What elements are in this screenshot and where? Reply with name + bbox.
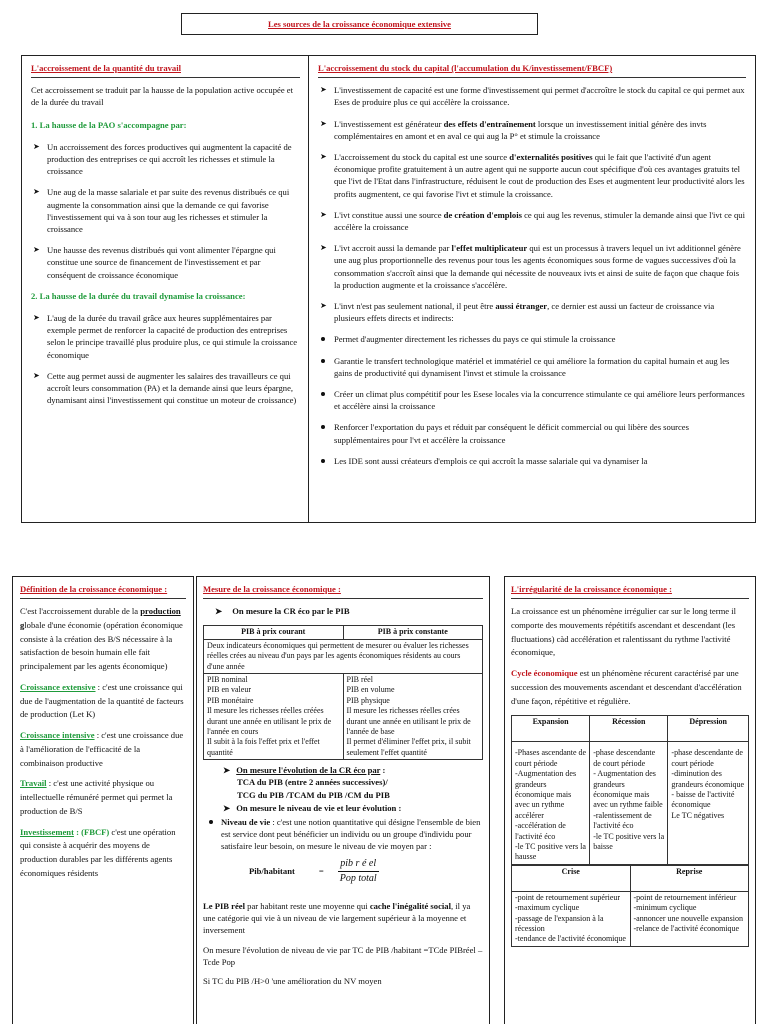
labour-term: Travail [20, 778, 47, 789]
definition-heading: Définition de la croissance économique : [20, 584, 168, 594]
table-cell-line: PIB en volume [346, 685, 395, 695]
list-item-text: Une hausse des revenus distribués qui vont alimenter l'épargne qui constitue une source de financement de l'investissement et par conséquent de croissance économique [47, 245, 276, 280]
list-item [31, 370, 300, 407]
living-standard-term: Niveau de vie [221, 816, 271, 827]
list-item-text-end: lorsque un investissement initial génère des invts complémentaires en amont et en aval ce qui aug la P° et stimule la croissance [334, 118, 707, 141]
list-item-emphasis: l'effet multiplicateur [451, 243, 528, 254]
table-cell-line: PIB en valeur [207, 685, 251, 695]
list-item [318, 455, 746, 467]
extensive-term: Croissance extensive [20, 681, 96, 692]
list-item-text: L'accroissement du stock du capital est une source [334, 152, 510, 163]
formula-numerator: pib r é el [338, 857, 379, 872]
cycle-cell-expansion: -Phases ascendante de court période -Augmentation des grandeurs économique mais avec un rythme accélérer -accélération de l'activité éco -le TC positive vers la hausse [512, 742, 590, 864]
evolution-paragraph: On mesure l'évolution de niveau de vie par TC de PIB /habitant =TCde PIBréel – Tcde Pop [203, 944, 483, 967]
pib-table-header-constant: PIB à prix constante [343, 626, 483, 639]
irregularity-panel [504, 576, 756, 1024]
pib-table-header-current: PIB à prix courant [204, 626, 344, 639]
table-cell-line: Il mesure les richesses réelles créées durant une année en utilisant le prix de l'année en cours [207, 706, 332, 736]
evolution-note: Si TC du PIB /H>0 'une amélioration du NV moyen [203, 975, 382, 986]
cycle-cell-depression: -phase descendante de court période -diminution des grandeurs économique - baisse de l'activité économique Le TC négatives [668, 742, 749, 864]
tcg-line: TCG du PIB /TCAM du PIB /CM du PIB [237, 789, 390, 800]
formula-equals: = [318, 866, 324, 877]
cycle-term: Cycle économique [511, 668, 578, 679]
investment-abbr: : (FBCF) [73, 826, 110, 837]
measure-sub-3 [223, 802, 483, 814]
list-item [318, 355, 746, 379]
pib-real-text-2: , il ya une catégorie qui vie à un niveau de vie largement supérieur à la moyenne et inversement [203, 900, 471, 936]
table-cell-line: PIB nominal [207, 674, 248, 684]
irregularity-paragraph: La croissance est un phénomène irrégulier car sur le long terme il comporte des mouvements répétitifs ascendant et descendant (les fluctuations) càd accélération et ralentissant du rythme l'activité économique, [511, 606, 737, 658]
list-item-text-end: qui est un processus à travers lequel un ivt additionnel génère une aug plus proportionnelle des revenus pour tous les agents économiques sous forme de vagues successives d'où la consommation s'accroît ainsi que la demande qui nécessite de nouveaux ivts et ainsi de suite de façon que chaque fois la production augmente et la croissance s'accélère. [334, 243, 741, 290]
list-item [31, 186, 300, 235]
bullet-icon [321, 359, 325, 363]
list-item-text-end: ce qui aug les revenus, stimuler la demande ainsi que l'ivt ce qui accélère la croissance [334, 209, 745, 233]
extensive-text: : c'est une croissance qui due de l'augmentation de la quantité de facteurs de production (Let K) [20, 681, 184, 720]
formula [249, 857, 483, 886]
table-cell-line: PIB réel [346, 674, 373, 684]
formula-denominator: Pop total [339, 872, 377, 884]
arrow-icon: ➤ [320, 301, 327, 311]
labour-definition [20, 777, 186, 818]
table-cell-line: Il permet d'éliminer l'effet prix, il subit seulement l'effet quantité [346, 737, 471, 757]
turning-cell-recovery: -point de retournement inférieur -minimum cyclique -annoncer une nouvelle expansion -relance de l'activité économique [630, 891, 749, 946]
labour-panel [21, 55, 310, 523]
investment-term: Investissement [20, 826, 74, 837]
measure-sub-1 [215, 605, 483, 617]
bullet-icon [321, 425, 325, 429]
list-item-emphasis: de création d'emplois [443, 209, 522, 220]
bullet-icon [321, 459, 325, 463]
cycle-head-depression: Dépression [668, 716, 749, 742]
labour-subheading-2: 2. La hausse de la durée du travail dynamise la croissance: [31, 290, 246, 301]
list-item [31, 312, 300, 361]
living-standard-item [203, 816, 483, 853]
cycle-paragraph [511, 667, 749, 708]
arrow-icon: ➤ [33, 313, 40, 323]
measure-sub-2-colon: : [380, 765, 386, 776]
investment-definition [20, 826, 186, 881]
arrow-icon: ➤ [320, 243, 327, 253]
list-item [318, 209, 746, 233]
extensive-definition [20, 681, 186, 722]
cycle-text: est un phénomène récurent caractérisé par une succession des mouvements ascendant et descendant d'accélération d'une façon, répétitive et régulière. [511, 668, 742, 706]
formula-lhs: Pib/habitant [249, 866, 295, 877]
table-cell-line: Il mesure les richesses réelles crées durant une année en utilisant le prix de l'année de base [346, 706, 471, 736]
table-cell-line: PIB physique [346, 695, 390, 705]
pib-table-span-cell: Deux indicateurs économiques qui permettent de mesurer ou évaluer les richesses réelles crées au niveau d'un pays par les agents économiques résidents au cours d'une année [204, 639, 483, 673]
list-item-text: L'ivt constitue aussi une source [334, 209, 444, 220]
definition-paragraph [20, 605, 186, 674]
arrow-icon: ➤ [33, 141, 40, 151]
definition-text-a: C'est l'accroissement durable de la [20, 606, 141, 617]
arrow-icon: ➤ [223, 765, 231, 776]
list-item-text: L'aug de la durée du travail grâce aux heures supplémentaires par exemple permet de renforcer la capacité de production des entreprises selon le principe travaillé plus produire plus, ce qui stimule la croissance économique [47, 313, 298, 360]
pib-real-term: Le PIB réel [203, 900, 245, 911]
pib-real-paragraph [203, 900, 483, 937]
list-item-emphasis: d'externalités positives [509, 152, 593, 163]
capital-dot-list [318, 333, 746, 467]
list-item [31, 141, 300, 178]
measure-sub-3-colon: : [396, 802, 402, 813]
list-item-text: L'invt n'est pas seulement national, il peut être [334, 301, 496, 312]
cycle-phase-table [511, 715, 749, 864]
list-item-text-end: , ce dernier est aussi un facteur de croissance via plusieurs effets directs et indirects: [334, 301, 715, 324]
list-item-text: Les IDE sont aussi créateurs d'emplois ce qui accroît la masse salariale qui va dynamiser la [334, 455, 648, 466]
list-item-text: Renforcer l'exportation du pays et réduit par conséquent le déficit commercial ou qui libère des sources supplémentaires pour l'vt et accélère la croissance [334, 422, 689, 445]
list-item-emphasis: des effets d'entraînement [443, 118, 536, 129]
cycle-head-expansion: Expansion [512, 716, 590, 742]
arrow-icon: ➤ [320, 85, 327, 95]
list-item-text: L'investissement de capacité est une forme d'investissement qui permet d'accroître le stock du capital ce qui permet aux Eses de produire plus ce qui accélère la croissance. [334, 85, 745, 108]
bullet-icon [321, 337, 325, 341]
list-item-text: Cette aug permet aussi de augmenter les salaires des travailleurs ce qui accroît leurs consommation (PA) et la demande ainsi que leurs épargne, dynamisant ainsi l'investissement qui constitue un moteur de croissance) [47, 370, 297, 406]
tca-line: TCA du PIB (entre 2 années successives)/ [237, 777, 388, 788]
pib-table [203, 625, 483, 760]
table-cell-line: PIB monétaire [207, 695, 254, 705]
labour-intro: Cet accroissement se traduit par la hausse de la population active occupée et de la durée du travail [31, 85, 294, 108]
bullet-icon [209, 820, 213, 824]
turning-point-table [511, 865, 749, 947]
definition-panel [12, 576, 194, 1024]
list-item-text: L'investissement est générateur [334, 118, 444, 129]
arrow-icon: ➤ [33, 370, 40, 380]
list-item-text: Créer un climat plus compétitif pour les Esese locales via la concurrence stimulante ce qui améliore leurs performances et accélère ainsi la croissance [334, 389, 745, 412]
arrow-icon: ➤ [320, 209, 327, 219]
list-item [318, 151, 746, 200]
divider [203, 598, 483, 599]
list-item-text: Une aug de la masse salariale et par suite des revenus distribués ce qui augmente la consommation ainsi que la demande ce qui favorise l'investissement qui va à son tour aug les richesses et stimuler la croissance [47, 187, 290, 235]
measure-heading: Mesure de la croissance économique : [203, 584, 341, 594]
arrow-icon: ➤ [320, 118, 327, 128]
measure-sub-3-text: On mesure le niveau de vie et leur évolution [236, 802, 397, 813]
table-cell-line: Il subit à la fois l'effet prix et l'effet quantité [207, 737, 320, 757]
labour-text: : c'est une activité physique ou intellectuelle rémunéré permet qui permet la production de B/S [20, 778, 173, 816]
intensive-term: Croissance intensive [20, 730, 95, 741]
page-title: Les sources de la croissance économique extensive [268, 19, 451, 29]
list-item [318, 84, 746, 108]
intensive-definition [20, 729, 186, 770]
labour-heading: L'accroissement de la quantité du travail [31, 63, 181, 73]
turning-cell-crisis: -point de retournement supérieur -maximum cyclique -passage de l'expansion à la récession -tendance de l'activité économique [512, 891, 631, 946]
labour-bullets-2 [31, 312, 300, 406]
list-item [318, 388, 746, 412]
cycle-head-recession: Récession [590, 716, 668, 742]
list-item [31, 244, 300, 281]
arrow-icon: ➤ [215, 606, 223, 617]
measure-panel [196, 576, 490, 1024]
cycle-cell-recession: -phase descendante de court période - Augmentation des grandeurs économique mais avec un rythme faible -ralentissement de l'activité éco -le TC positive vers la baisse [590, 742, 668, 864]
list-item [318, 333, 746, 345]
divider [31, 77, 300, 78]
arrow-icon: ➤ [33, 245, 40, 255]
arrow-icon: ➤ [33, 187, 40, 197]
list-item-text: Un accroissement des forces productives qui augmentent la capacité de production des entreprises ce qui accroît les richesses et stimule la croissance [47, 141, 292, 177]
measure-sub-1-text: On mesure la CR éco par le PIB [232, 606, 350, 617]
list-item-text-end: qui le fait que l'activité d'un agent économique profite gratuitement à un autre agent qui ne supporte aucun cout spécifique d'où ces avantages gratuits tel que l'ivt de l'Etat dans l'infrastructure, réduisent le cout de production des Eses et augmentent leur productivité alors les profits augmentent, ce qui favorise l'ivt et stimule la croissance. [334, 152, 745, 199]
divider [511, 598, 749, 599]
living-standard-text: : c'est une notion quantitative qui désigne l'ensemble de bien est service dont peut bénéficier un individu ou un groupe d'individu pour satisfaire leur besoin, on mesure le niveau de vie moyen par : [221, 816, 481, 852]
labour-subheading-1: 1. La hausse de la PAO s'accompagne par: [31, 119, 187, 130]
turning-head-crisis: Crise [512, 865, 631, 891]
investment-text: c'est une opération qui consiste à acquérir des moyens de production durables par les différents agents économiques résidents [20, 826, 176, 878]
pib-table-cell-constant [343, 673, 483, 759]
divider [318, 77, 746, 78]
list-item-emphasis: aussi étranger [495, 301, 548, 312]
divider [20, 598, 186, 599]
labour-bullets-1 [31, 141, 300, 281]
measure-sub-2-text: On mesure l'évolution de la CR éco par [236, 765, 381, 776]
measure-sub-2 [223, 764, 483, 776]
list-item [318, 300, 746, 324]
list-item-text: Permet d'augmenter directement les richesses du pays ce qui stimule la croissance [334, 334, 616, 345]
turning-head-recovery: Reprise [630, 865, 749, 891]
pib-table-cell-current [204, 673, 344, 759]
arrow-icon: ➤ [320, 152, 327, 162]
list-item [318, 118, 746, 142]
intensive-text: : c'est une croissance due à l'amélioration de l'efficacité de la combinaison productive [20, 730, 184, 768]
pib-real-term-2: cache l'inégalité social [369, 900, 451, 911]
page-title-box [181, 13, 538, 35]
pib-real-text-1: par habitant reste une moyenne qui [245, 900, 370, 911]
formula-fraction [338, 857, 379, 886]
irregularity-heading: L'irrégularité de la croissance économique : [511, 584, 672, 594]
list-item [318, 242, 746, 291]
capital-heading: L'accroissement du stock du capital (l'accumulation du K/investissement/FBCF) [318, 63, 613, 73]
definition-text-b: production g [20, 606, 181, 630]
capital-panel [308, 55, 756, 523]
list-item-text: Garantie le transfert technologique matériel et immatériel ce qui améliore la formation du capital humain et aug les gains de productivité qui dynamisent l'invst et stimule la croissance [334, 355, 730, 378]
list-item [318, 421, 746, 445]
capital-arrow-list [318, 84, 746, 324]
bullet-icon [321, 392, 325, 396]
definition-text-c: lobale d'une économie (opération économique consiste à la création des B/S nécessaire à la satisfaction de besoin humain elle fait principalement par les agents économique) [20, 619, 183, 672]
list-item-text: L'ivt accroit aussi la demande par [334, 243, 452, 254]
arrow-icon: ➤ [223, 802, 231, 813]
